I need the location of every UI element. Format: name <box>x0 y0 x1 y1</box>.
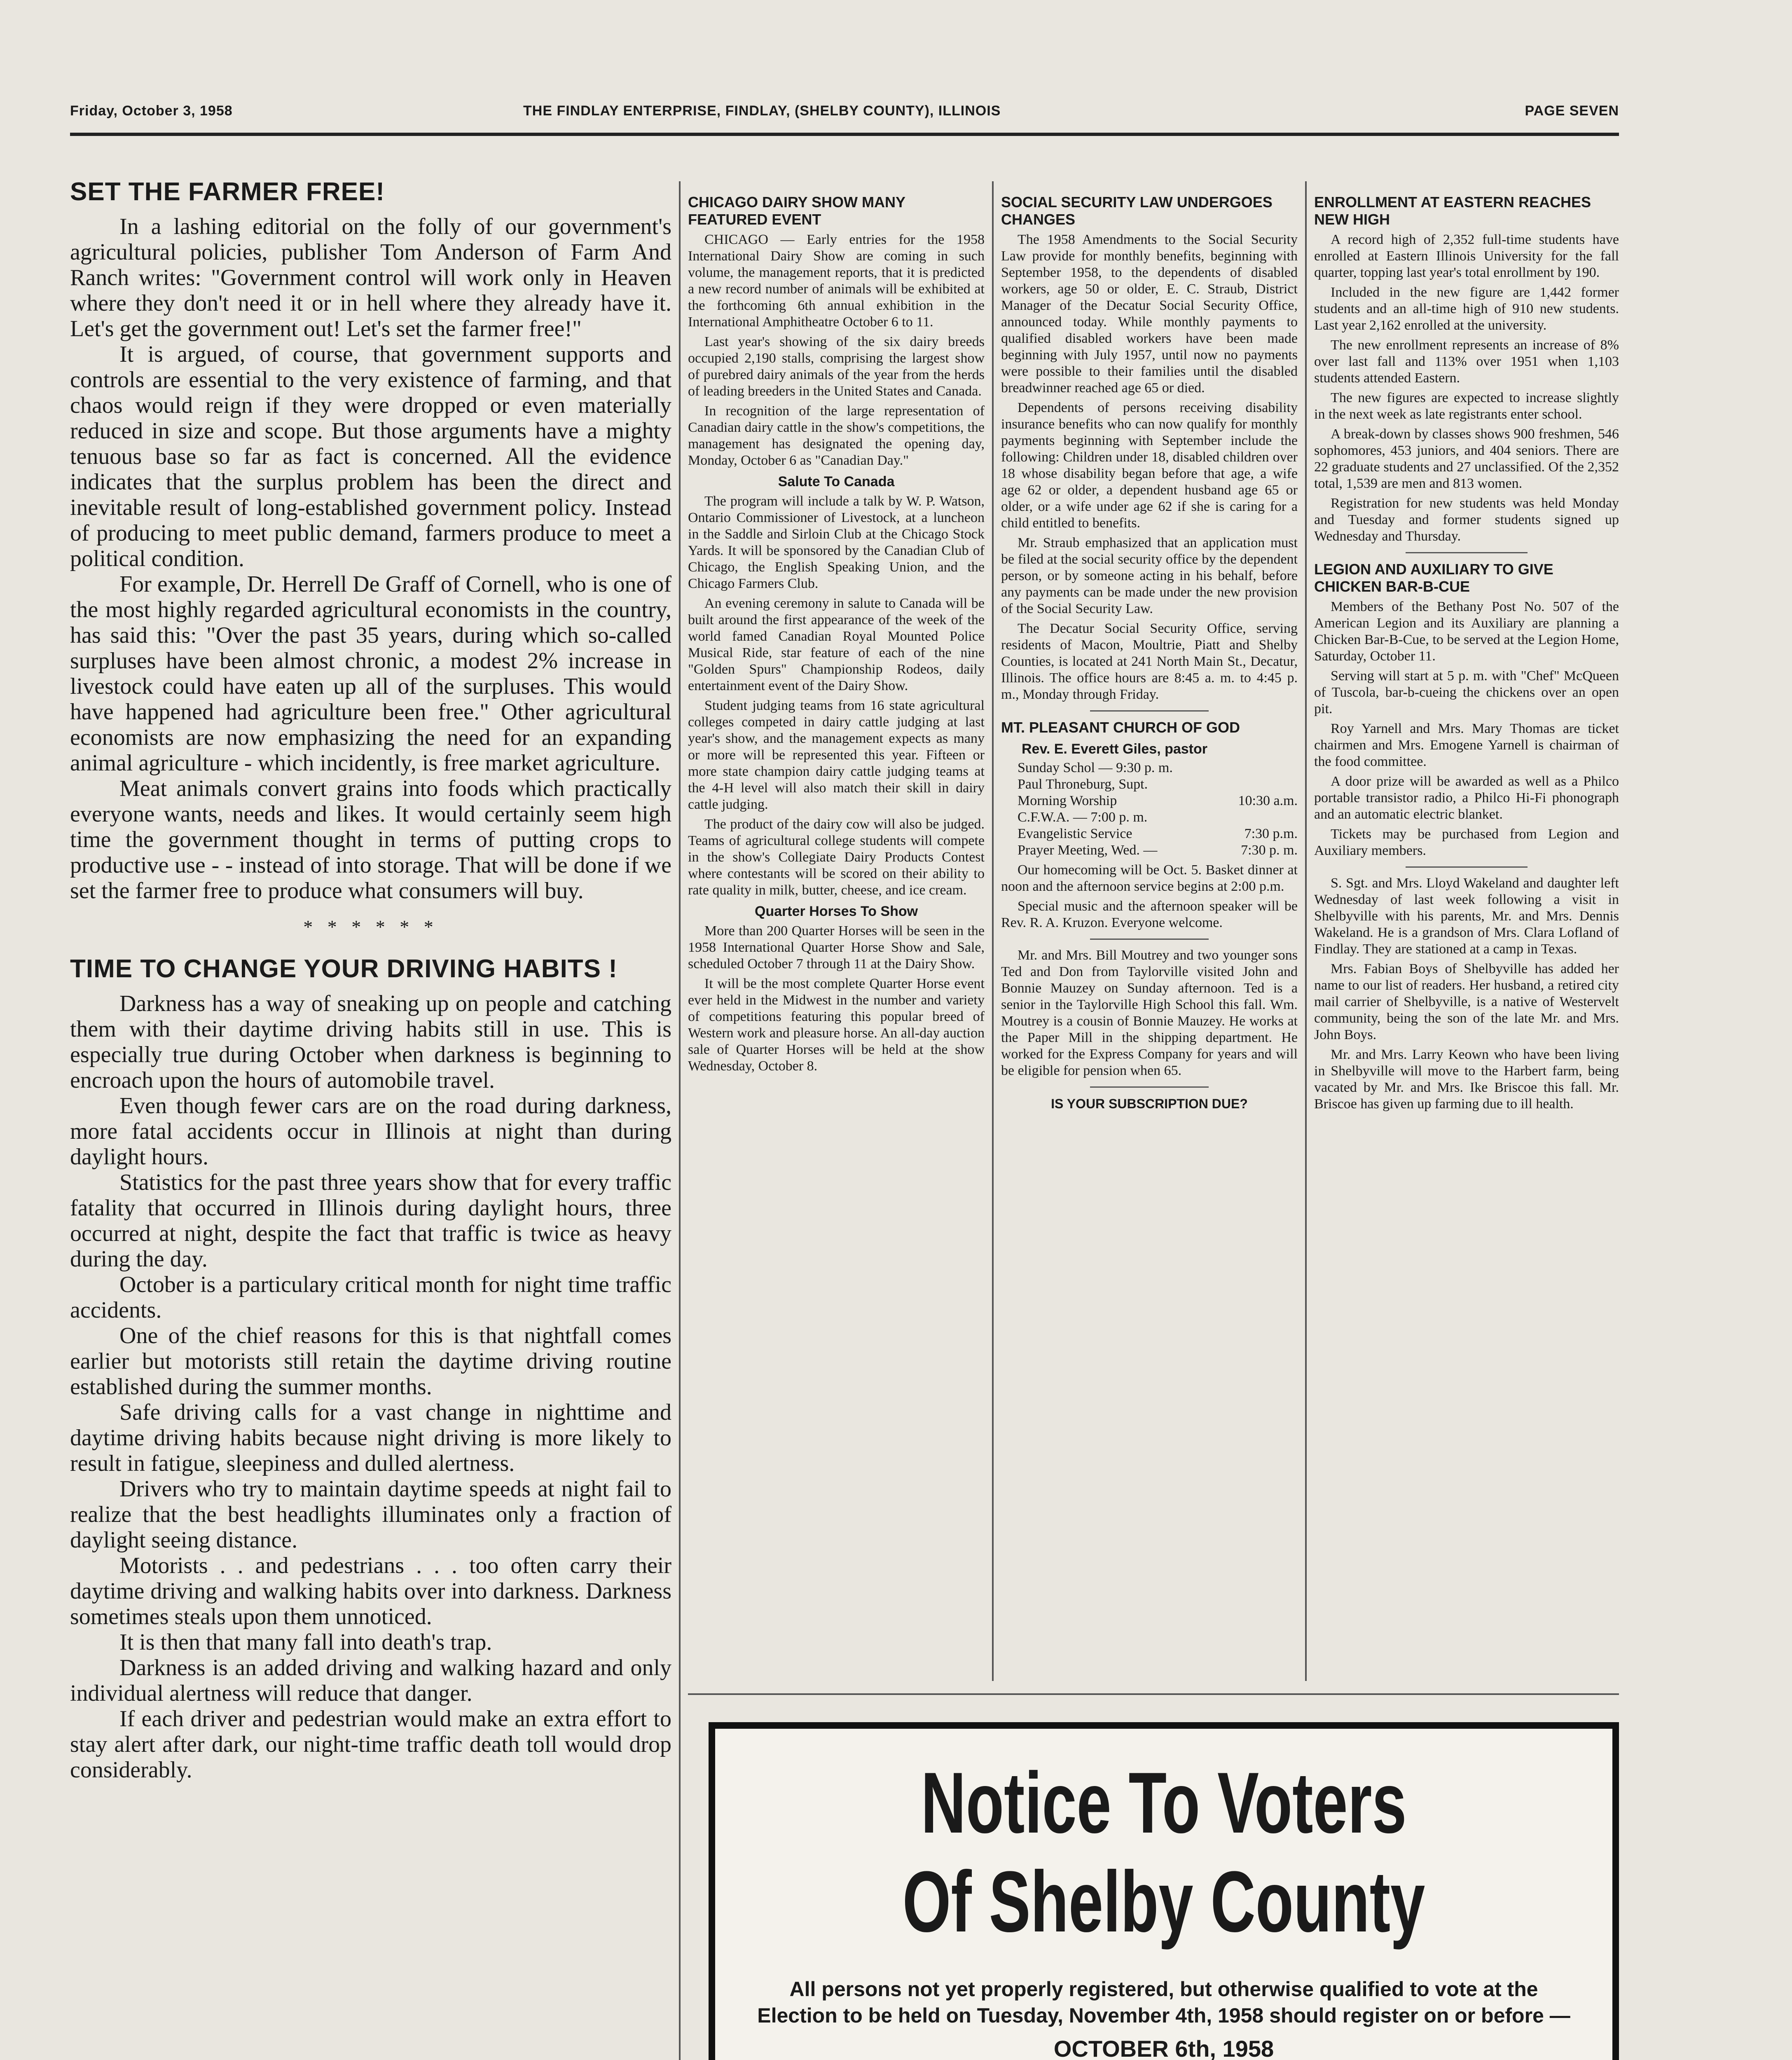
editorial-paragraph: Even though fewer cars are on the road during darkness, more fatal accidents occur in Illinois at night than during daylight hours. <box>70 1093 671 1170</box>
article-paragraph: Members of the Bethany Post No. 507 of the American Legion and its Auxiliary are planning a Chicken Bar-B-Cue, to be served at the Legion Home, Saturday, October 11. <box>1314 599 1619 664</box>
social-security-column <box>1001 194 1298 1677</box>
article-paragraph: Dependents of persons receiving disability insurance benefits who can now qualify for monthly payments beginning with September include the following: Children under 18, disabled children over 18 whose disability began before that age, a wife age 62 or older, a dependent husband age 65 or older, or a wife under age 62 if she is caring for a child entitled to benefits. <box>1001 400 1298 531</box>
editorial-title: TIME TO CHANGE YOUR DRIVING HABITS ! <box>70 955 618 983</box>
article-paragraph: Our homecoming will be Oct. 5. Basket dinner at noon and the afternoon service begins at 2:00 p.m. <box>1001 862 1298 894</box>
article-paragraph: Registration for new students was held Monday and Tuesday and former students signed up Wednesday and Thursday. <box>1314 496 1619 544</box>
notice-paragraph: All persons not yet properly registered, but otherwise qualified to vote at the Election to be held on Tuesday, November 4th, 1958 should register on or before — <box>757 1978 1570 2027</box>
news-item: Mrs. Fabian Boys of Shelbyville has added her name to our list of readers. Her husband, a retired city mail carrier of Shelbyville, is a native of Westervelt community, being the son of the late Mr. and Mrs. John Boys. <box>1314 961 1619 1042</box>
article-paragraph: It will be the most complete Quarter Horse event ever held in the Midwest in the number and variety of competitions featuring this popular breed of Western work and pleasure horse. An all-day auction sale of Quarter Horses will be held at the show Wednesday, October 8. <box>688 976 985 1074</box>
divider <box>1090 1086 1209 1088</box>
dairy-show-column <box>688 194 985 1677</box>
editorial-paragraph: Drivers who try to maintain daytime speeds at night fail to realize that the best headlights illuminates only a fraction of daylight seeing distance. <box>70 1476 671 1553</box>
editorial-paragraph: For example, Dr. Herrell De Graff of Cornell, who is one of the most highly regarded agricultural economists in the country, has said this: "Over the past 35 years, during which so-called surpluses have been almost chronic, a modest 2% increase in livestock could have eaten up all of the surpluses. This would have happened had agriculture been free." Other agricultural economists are now emphasizing the need for an expanding animal agriculture - which incidently, is free market agriculture. <box>70 571 671 776</box>
article-headline: SOCIAL SECURITY LAW UNDERGOES CHANGES <box>1001 194 1273 228</box>
article-subhead: Quarter Horses To Show <box>754 904 918 919</box>
article-paragraph: An evening ceremony in salute to Canada will be built around the first appearance of the week of the world famed Canadian Royal Mounted Police Musical Ride, star feature of each of the nine "Golden Spurs" Championship Rodeos, daily entertainment event of the Dairy Show. <box>688 596 985 693</box>
editorial-paragraph: One of the chief reasons for this is that nightfall comes earlier but motorists still retain the daytime driving routine established during the summer months. <box>70 1323 671 1400</box>
separator-stars: * * * * * * <box>303 916 438 937</box>
issue-date: Friday, October 3, 1958 <box>70 103 233 119</box>
article-subhead: Salute To Canada <box>778 474 895 489</box>
divider <box>1090 710 1209 712</box>
article-paragraph: The new enrollment represents an increase of 8% over last fall and 113% over 1951 when 1,103 students attended Eastern. <box>1314 337 1619 386</box>
notice-title-line2: Of Shelby County <box>902 1853 1425 1950</box>
article-headline: ENROLLMENT AT EASTERN REACHES NEW HIGH <box>1314 194 1591 228</box>
subscription-notice: IS YOUR SUBSCRIPTION DUE? <box>1051 1096 1248 1111</box>
article-paragraph: Roy Yarnell and Mrs. Mary Thomas are ticket chairmen and Mrs. Emogene Yarnell is chairman of the food committee. <box>1314 721 1619 769</box>
notice-deadline: OCTOBER 6th, 1958 <box>1053 2036 1274 2060</box>
schedule-line: Morning Worship 10:30 a.m. <box>1018 793 1298 808</box>
article-headline: LEGION AND AUXILIARY TO GIVE CHICKEN BAR-B-CUE <box>1314 561 1553 595</box>
editorial-title: SET THE FARMER FREE! <box>70 178 385 206</box>
editorial-paragraph: It is argued, of course, that government supports and controls are essential to the very existence of farming, and that chaos would reign if they were dropped or even materially reduced in size and scope. But those arguments have a mighty tenuous base so far as fact is concerned. All the evidence indicates that the surplus problem has been the direct and inevitable result of long-established government policy. Instead of producing to meet public demand, farmers produce to meet a political condition. <box>70 342 671 571</box>
article-paragraph: Tickets may be purchased from Legion and Auxiliary members. <box>1314 826 1619 858</box>
notice-title-line1: Notice To Voters <box>921 1754 1407 1851</box>
editorial-paragraph: In a lashing editorial on the folly of our government's agricultural policies, publisher Tom Anderson of Farm And Ranch writes: "Government control will work only in Heaven where they don't need it or in hell where they already have it. Let's get the government out! Let's set the farmer free!" <box>70 214 671 342</box>
editorial-paragraph: Statistics for the past three years show that for every traffic fatality that occurred in Illinois during daylight hours, three occurred at night, despite the fact that traffic is twice as heavy during the day. <box>70 1170 671 1272</box>
divider <box>1406 552 1528 553</box>
news-item: Mr. and Mrs. Larry Keown who have been living in Shelbyville will move to the Harbert farm, being vacated by Mr. and Mrs. Ike Briscoe this fall. Mr. Briscoe has given up farming due to ill health. <box>1314 1047 1619 1112</box>
article-paragraph: A door prize will be awarded as well as a Philco portable transistor radio, a Philco Hi-Fi phonograph and an automatic electric blanket. <box>1314 774 1619 822</box>
schedule-line: C.F.W.A. — 7:00 p. m. <box>1018 810 1148 825</box>
divider <box>1090 939 1209 940</box>
schedule-line: Evangelistic Service 7:30 p.m. <box>1018 826 1298 841</box>
article-paragraph: Special music and the afternoon speaker will be Rev. R. A. Kruzon. Everyone welcome. <box>1001 899 1298 930</box>
masthead <box>70 99 1619 136</box>
voter-notice-ad <box>709 1722 1619 2060</box>
church-schedule <box>1001 760 1298 859</box>
column-rule <box>992 181 994 1681</box>
article-paragraph: Last year's showing of the six dairy breeds occupied 2,190 stalls, comprising the largest show of purebred dairy animals of the year from the herds of leading breeders in the United States and Canada. <box>688 334 985 399</box>
enrollment-column <box>1314 194 1619 1677</box>
column-rule <box>679 181 681 2060</box>
section-rule <box>688 1693 1619 1695</box>
article-paragraph: A record high of 2,352 full-time students have enrolled at Eastern Illinois University for the fall quarter, topping last year's total enrollment by 190. <box>1314 232 1619 280</box>
article-paragraph: A break-down by classes shows 900 freshmen, 546 sophomores, 453 juniors, and 404 seniors. There are 22 graduate students and 27 unclassified. Of the 2,352 total, 1,539 are men and 813 women. <box>1314 426 1619 491</box>
article-paragraph: Serving will start at 5 p. m. with "Chef" McQueen of Tuscola, bar-b-cueing the chickens over an open pit. <box>1314 668 1619 716</box>
editorial-paragraph: Darkness has a way of sneaking up on people and catching them with their daytime driving habits still in use. This is especially true during October when darkness is beginning to encroach upon the hours of automobile travel. <box>70 991 671 1093</box>
news-item: S. Sgt. and Mrs. Lloyd Wakeland and daughter left Wednesday of last week following a visit in Shelbyville with his parents, Mr. and Mrs. Dennis Wakeland. He is a grandson of Mrs. Clara Lofland of Findlay. They are stationed at a camp in Texas. <box>1314 876 1619 957</box>
editorial-paragraph: Darkness is an added driving and walking hazard and only individual alertness will reduce that danger. <box>70 1655 671 1706</box>
church-title: MT. PLEASANT CHURCH OF GOD <box>1001 719 1240 736</box>
schedule-line: Sunday Schol — 9:30 p. m. <box>1018 760 1173 775</box>
article-paragraph: More than 200 Quarter Horses will be seen in the 1958 International Quarter Horse Show and Sale, scheduled October 7 through 11 at the Dairy Show. <box>688 923 985 971</box>
article-paragraph: The product of the dairy cow will also be judged. Teams of agricultural college students will compete in the show's Collegiate Dairy Products Contest where contestants will be scored on their ability to rate quality in milk, butter, cheese, and ice cream. <box>688 817 985 898</box>
news-item: Mr. and Mrs. Bill Moutrey and two younger sons Ted and Don from Taylorville visited John and Bonnie Mauzey on Sunday afternoon. Ted is a senior in the Taylorville High School this fall. Wm. Moutrey is a cousin of Bonnie Mauzey. He works at the Paper Mill in the shipping department. He worked for the Express Company for years and will be eligible for pension when 65. <box>1001 948 1298 1078</box>
editorial-paragraph: October is a particulary critical month for night time traffic accidents. <box>70 1272 671 1323</box>
church-pastor: Rev. E. Everett Giles, pastor <box>1022 741 1207 757</box>
column-rule <box>1305 181 1307 1681</box>
article-paragraph: The new figures are expected to increase slightly in the next week as late registrants enter school. <box>1314 390 1619 422</box>
editorial-paragraph: Safe driving calls for a vast change in nighttime and daytime driving habits because night driving is more likely to result in fatigue, sleepiness and dulled alertness. <box>70 1400 671 1476</box>
article-paragraph: The program will include a talk by W. P. Watson, Ontario Commissioner of Livestock, at a luncheon in the Saddle and Sirloin Club at the Chicago Stock Yards. It will be sponsored by the Canadian Club of Chicago, the English Speaking Union, and the Chicago Farmers Club. <box>688 494 985 591</box>
schedule-line: Paul Throneburg, Supt. <box>1018 777 1148 792</box>
editorial-column <box>70 177 671 2060</box>
editorial-paragraph: Motorists . . and pedestrians . . . too often carry their daytime driving and walking habits over into darkness. Darkness sometimes steals upon them unnoticed. <box>70 1553 671 1629</box>
paper-name: THE FINDLAY ENTERPRISE, FINDLAY, (SHELBY COUNTY), ILLINOIS <box>523 103 1001 119</box>
schedule-line: Prayer Meeting, Wed. — 7:30 p. m. <box>1018 843 1298 858</box>
article-paragraph: CHICAGO — Early entries for the 1958 International Dairy Show are coming in such volume, the management reports, that it is predicted a new record number of animals will be exhibited at the forthcoming 6th annual exhibition in the International Amphitheatre October 6 to 11. <box>688 232 985 330</box>
article-paragraph: The 1958 Amendments to the Social Security Law provide for monthly benefits, beginning with September 1958, to the dependents of disabled workers, age 50 or older, E. C. Straub, District Manager of the Decatur Social Security Office, announced today. While monthly payments to qualified disabled workers have been made beginning with July 1957, until now no payments were possible to their families until the disabled breadwinner reached age 65 or died. <box>1001 232 1298 396</box>
article-paragraph: In recognition of the large representation of Canadian dairy cattle in the show's competitions, the management has designated the opening day, Monday, October 6 as "Canadian Day." <box>688 403 985 468</box>
editorial-paragraph: It is then that many fall into death's trap. <box>119 1629 492 1655</box>
article-headline: CHICAGO DAIRY SHOW MANY FEATURED EVENT <box>688 194 905 228</box>
editorial-paragraph: If each driver and pedestrian would make an extra effort to stay alert after dark, our night-time traffic death toll would drop considerably. <box>70 1706 671 1783</box>
page-number: PAGE SEVEN <box>1525 103 1619 119</box>
article-paragraph: Included in the new figure are 1,442 former students and an all-time high of 910 new students. Last year 2,162 enrolled at the university. <box>1314 285 1619 333</box>
editorial-paragraph: Meat animals convert grains into foods which practically everyone wants, needs and likes. It would certainly seem high time the government thought in terms of putting crops to productive use - - instead of into storage. That will be done if we set the farmer free to produce what consumers will buy. <box>70 776 671 904</box>
article-paragraph: The Decatur Social Security Office, serving residents of Macon, Moultrie, Piatt and Shelby Counties, is located at 241 North Main St., Decatur, Illinois. The office hours are 8:45 a. m. to 4:45 p. m., Monday through Friday. <box>1001 621 1298 702</box>
article-paragraph: Mr. Straub emphasized that an application must be filed at the social security office by the dependent person, or by someone acting in his behalf, before any payments can be made under the new provision of the Social Security Law. <box>1001 535 1298 616</box>
divider <box>1406 866 1528 868</box>
article-paragraph: Student judging teams from 16 state agricultural colleges competed in dairy cattle judging at last year's show, and the management expects as many or more will be represented this year. Fifteen or more state champion dairy cattle judging teams at the 4-H level will also match their skill in dairy cattle judging. <box>688 698 985 812</box>
